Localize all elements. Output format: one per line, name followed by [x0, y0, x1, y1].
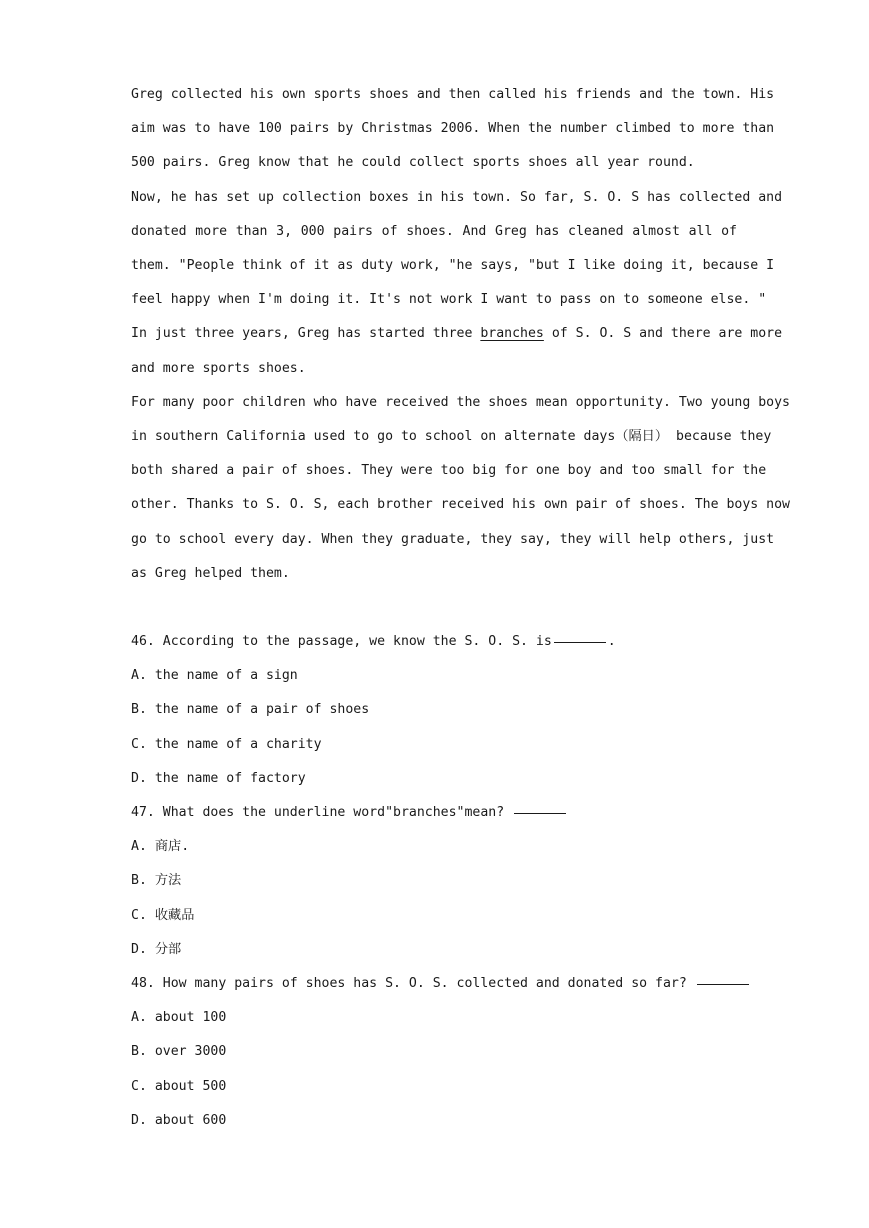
spacer — [131, 591, 737, 625]
paragraph-1 — [131, 78, 775, 181]
text-line: and more sports shoes. — [131, 360, 306, 376]
text-line: 500 pairs. Greg know that he could collect sports shoes all year round. — [131, 155, 695, 171]
text-line: as Greg helped them. — [131, 565, 290, 581]
answer-blank[interactable] — [697, 983, 749, 985]
option-c[interactable]: C. 收藏品 — [131, 907, 195, 923]
question-text: 47. What does the underline word"branches"mean? — [131, 805, 513, 821]
option-b[interactable]: B. over 3000 — [131, 1044, 227, 1060]
text-line: go to school every day. When they graduate, they say, they will help others, just — [131, 531, 775, 547]
option-b[interactable]: B. the name of a pair of shoes — [131, 702, 370, 718]
option-a[interactable]: A. about 100 — [131, 1010, 227, 1026]
question-punct: . — [607, 634, 616, 650]
text-line: them. "People think of it as duty work, "he says, "but I like doing it, because I — [131, 258, 775, 274]
text-line: For many poor children who have received the shoes mean opportunity. Two young boys — [131, 394, 790, 410]
text-line: donated more than 3, 000 pairs of shoes. And Greg has cleaned almost all of — [131, 223, 737, 239]
question-46 — [131, 625, 737, 796]
question-text: 46. According to the passage, we know the S. O. S. is — [131, 634, 552, 650]
paragraph-2 — [131, 181, 783, 386]
option-b[interactable]: B. 方法 — [131, 873, 182, 889]
text-segment: of S. O. S and there are more — [543, 326, 783, 342]
text-line: Now, he has set up collection boxes in his town. So far, S. O. S has collected and — [131, 189, 783, 205]
text-line: both shared a pair of shoes. They were too big for one boy and too small for the — [131, 463, 767, 479]
text-line: Greg collected his own sports shoes and then called his friends and the town. His — [131, 87, 775, 102]
document-page — [131, 78, 790, 1138]
text-line — [131, 317, 783, 351]
question-list — [131, 625, 737, 1138]
question-stem — [131, 625, 737, 659]
question-stem — [131, 796, 737, 830]
question-47 — [131, 796, 737, 967]
question-stem — [131, 967, 737, 1001]
text-line: other. Thanks to S. O. S, each brother received his own pair of shoes. The boys now — [131, 497, 790, 513]
option-a[interactable]: A. the name of a sign — [131, 668, 298, 684]
option-a[interactable]: A. 商店. — [131, 839, 190, 855]
answer-blank[interactable] — [554, 641, 606, 643]
text-line: feel happy when I'm doing it. It's not work I want to pass on to someone else. " — [131, 292, 767, 308]
text-line: aim was to have 100 pairs by Christmas 2006. When the number climbed to more than — [131, 121, 775, 137]
option-d[interactable]: D. the name of factory — [131, 770, 306, 786]
option-d[interactable]: D. about 600 — [131, 1112, 227, 1128]
question-48 — [131, 967, 737, 1138]
underlined-word-branches: branches — [480, 326, 544, 342]
question-text: 48. How many pairs of shoes has S. O. S. collected and donated so far? — [131, 976, 695, 992]
text-segment: In just three years, Greg has started three — [131, 326, 481, 342]
option-c[interactable]: C. about 500 — [131, 1078, 227, 1094]
text-line: in southern California used to go to school on alternate days（隔日） because they — [131, 429, 772, 445]
paragraph-3 — [131, 386, 790, 591]
option-c[interactable]: C. the name of a charity — [131, 736, 322, 752]
answer-blank[interactable] — [514, 812, 566, 814]
option-d[interactable]: D. 分部 — [131, 941, 182, 957]
